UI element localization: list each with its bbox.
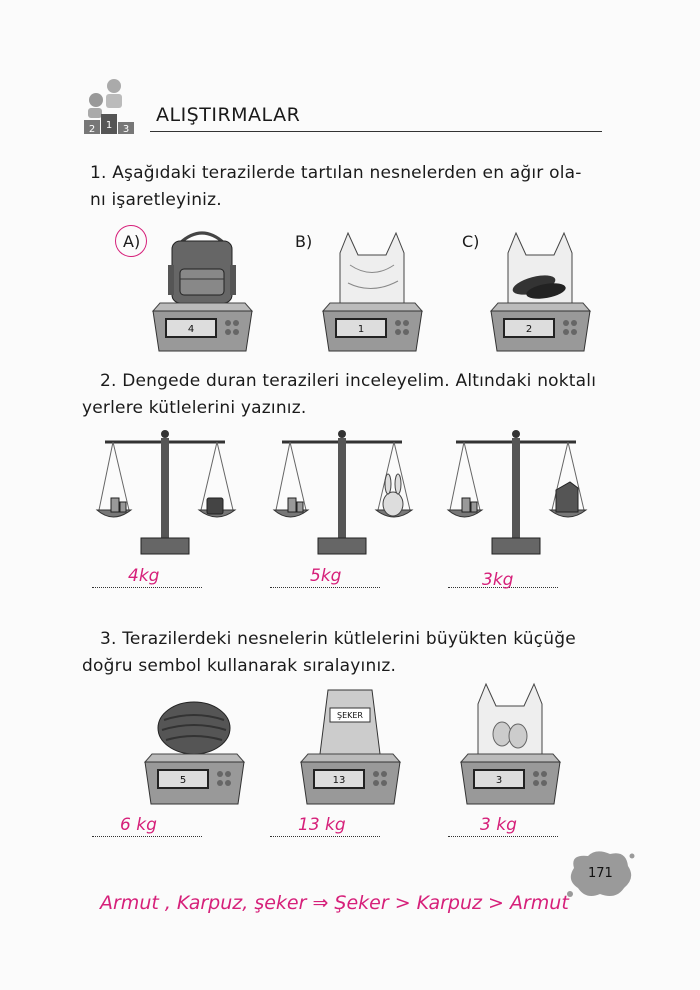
svg-text:5: 5: [179, 775, 187, 786]
q3-answer-1: 6 kg: [120, 815, 157, 835]
svg-text:ŞEKER: ŞEKER: [337, 711, 363, 720]
answer-line-1: [92, 587, 202, 588]
svg-text:13: 13: [332, 775, 346, 786]
option-c-label: C): [462, 232, 480, 251]
scale-bag: [320, 225, 425, 355]
option-a-circle: [115, 225, 147, 257]
section-title: ALIŞTIRMALAR: [156, 104, 301, 126]
svg-text:3: 3: [122, 124, 130, 135]
q3-answer-line-3: [448, 836, 558, 837]
q3-answer-line-1: [92, 836, 202, 837]
answer-1: 4kg: [128, 566, 160, 586]
q3-answer-2: 13 kg: [298, 815, 346, 835]
answer-line-2: [270, 587, 380, 588]
page-number: 171: [588, 866, 613, 881]
page-number-badge: [566, 848, 636, 902]
scale-sugar-sack: [298, 686, 403, 810]
option-b-label: B): [295, 232, 313, 251]
q3-answer-3: 3 kg: [480, 815, 517, 835]
question-1-text: 1. Aşağıdaki terazilerde tartılan nesnelerden en ağır ola- nı işaretleyiniz.: [90, 163, 582, 210]
svg-text:1: 1: [105, 120, 113, 131]
svg-text:1: 1: [357, 324, 365, 335]
scale-pears-bag: [458, 680, 563, 810]
balance-scale-3: [446, 428, 586, 558]
podium-badge-icon: [80, 76, 146, 138]
balance-scale-2: [272, 428, 412, 558]
answer-3: 3kg: [482, 570, 514, 590]
scale-watermelon: [142, 690, 247, 810]
question-2-text: 2. Dengede duran terazileri inceleyelim. Altındaki noktalı yerlere kütlelerini yazınız.: [82, 371, 597, 418]
svg-text:3: 3: [495, 775, 503, 786]
svg-text:2: 2: [88, 124, 96, 135]
handwritten-answer: Armut , Karpuz, şeker ⇒ Şeker > Karpuz > Armut: [100, 892, 569, 914]
svg-text:2: 2: [525, 324, 533, 335]
balance-scale-1: [95, 428, 235, 558]
option-a-label: A): [123, 232, 141, 251]
question-3-text: 3. Terazilerdeki nesnelerin kütlelerini büyükten küçüğe doğru sembol kullanarak sıralayınız.: [82, 629, 576, 676]
answer-2: 5kg: [310, 566, 342, 586]
scale-backpack: [150, 225, 255, 355]
header-rule: [150, 131, 602, 132]
svg-text:4: 4: [187, 324, 195, 335]
scale-eggplant-bag: [488, 225, 593, 355]
q3-answer-line-2: [270, 836, 380, 837]
